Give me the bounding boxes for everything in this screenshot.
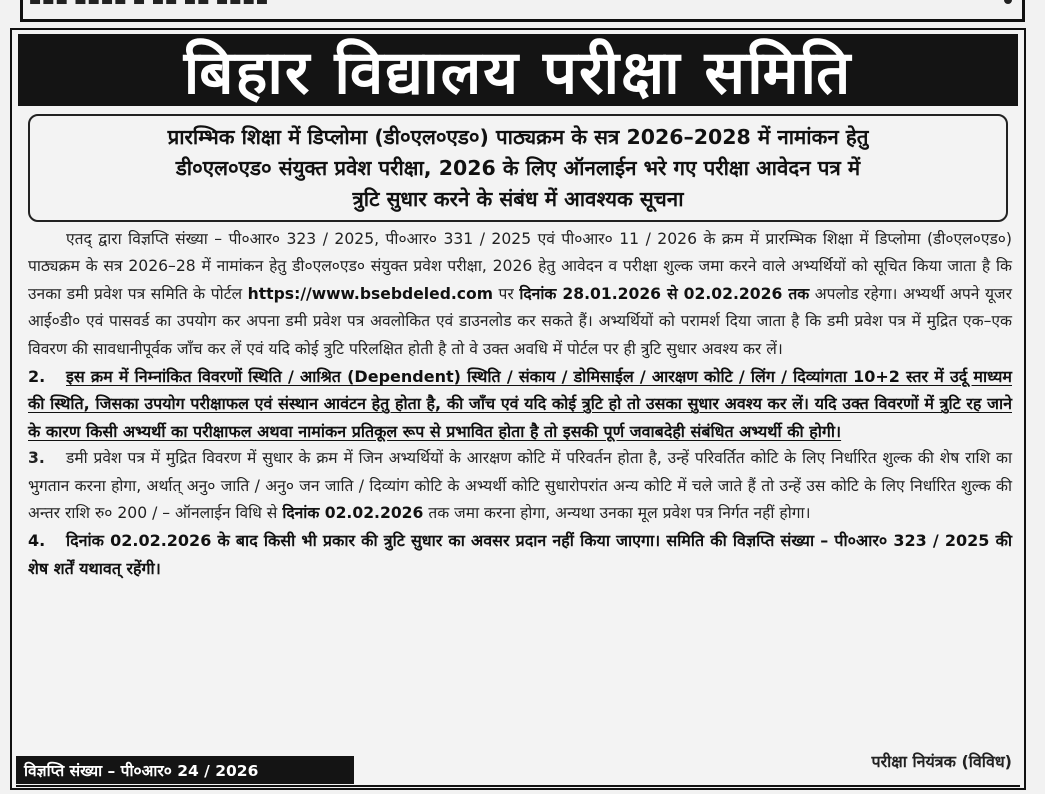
notice-banner	[18, 34, 1018, 106]
paragraph-1-text-a: एतद् द्वारा विज्ञप्ति संख्या – पी०आर० 323 / 2025, पी०आर० 331 / 2025 एवं पी०आर० 11 / 2026 के क्रम में प्रारम्भिक शिक्षा में डिप्लोमा (डी०एल०एड०) पाठ्यक्रम के सत्र 2026–28 में नामांकन हेतु डी०एल०एड० संयुक्त प्रवेश परीक्षा, 2026 हेतु आवेदन व परीक्षा शुल्क जमा करने वाले अभ्यर्थियों को सूचित किया जाता है कि उनका डमी प्रवेश पत्र समिति के पोर्टल	[28, 230, 1012, 303]
signatory-title: परीक्षा नियंत्रक (विविध)	[871, 752, 1012, 771]
paragraph-2	[28, 363, 1012, 445]
paragraph-2-number: 2.	[28, 367, 46, 387]
signatory	[871, 750, 1012, 772]
notice-body	[28, 226, 1012, 582]
paragraph-3-number: 3.	[28, 449, 45, 468]
paragraph-1	[28, 226, 1012, 363]
paragraph-4-text: दिनांक 02.02.2026 के बाद किसी भी प्रकार की त्रुटि सुधार का अवसर प्रदान नहीं किया जाएगा। समिति की विज्ञप्ति संख्या – पी०आर० 323 / 2025 की शेष शर्तें यथावत् रहेंगी।	[28, 531, 1012, 578]
subject-line-2: डी०एल०एड० संयुक्त प्रवेश परीक्षा, 2026 के लिए ऑनलाईन भरे गए परीक्षा आवेदन पत्र में	[175, 156, 861, 180]
paragraph-3-text-a: डमी प्रवेश पत्र में मुद्रित विवरण में सुधार के क्रम में जिन अभ्यर्थियों के आरक्षण कोटि में परिवर्तन होता है, उन्हें परिवर्तित कोटि के लिए निर्धारित शुल्क की शेष राशि का भुगतान करना होगा, अर्थात् अनु० जाति / अनु० जन जाति / दिव्यांग कोटि के अभ्यर्थी कोटि सुधारोपरांत अन्य कोटि में चले जाते हैं तो उन्हें उस कोटि के लिए निर्धारित शुल्क की अन्तर राशि रु० 200 / – ऑनलाईन विधि से	[28, 449, 1012, 523]
newspaper-notice	[10, 28, 1026, 790]
portal-url: https://www.bsebdeled.com	[247, 284, 493, 303]
paragraph-1-text-b: पर	[492, 284, 520, 303]
bottom-divider	[16, 785, 1020, 787]
board-title: बिहार विद्यालय परीक्षा समिति	[183, 38, 853, 108]
payment-deadline: दिनांक 02.02.2026	[282, 504, 424, 523]
subject-line-1: प्रारम्भिक शिक्षा में डिप्लोमा (डी०एल०एड०) पाठ्यक्रम के सत्र 2026–2028 में नामांकन हेतु	[167, 125, 869, 149]
previous-article-strip	[20, 0, 1025, 22]
paragraph-3-text-b: तक जमा करना होगा, अन्यथा उनका मूल प्रवेश पत्र निर्गत नहीं होगा।	[423, 504, 811, 523]
cropped-glyph	[1004, 0, 1012, 4]
paragraph-4	[28, 527, 1012, 582]
subject-line-3: त्रुटि सुधार करने के संबंध में आवश्यक सूचना	[352, 187, 684, 211]
cropped-text-fragment: ▬▬▬ ▬▬▬▬ ▬ ▬▬ ▬▬ ▬▬▬▬	[29, 0, 270, 9]
paragraph-1-text-c: अपलोड रहेगा। अभ्यर्थी अपने यूजर आई०डी० एवं पासवर्ड का उपयोग कर अपना डमी प्रवेश पत्र अवलोकित एवं डाउनलोड कर सकते हैं। अभ्यर्थियों को परामर्श दिया जाता है कि डमी प्रवेश पत्र में मुद्रित एक–एक विवरण की सावधानीपूर्वक जाँच कर लें एवं यदि कोई त्रुटि परिलक्षित होती है तो वे उक्त अवधि में पोर्टल पर ही त्रुटि सुधार अवश्य कर लें।	[28, 284, 1012, 358]
notice-subject-box	[28, 114, 1008, 222]
paragraph-4-number: 4.	[28, 531, 46, 551]
paragraph-2-text: इस क्रम में निम्नांकित विवरणों स्थिति / आश्रित (Dependent) स्थिति / संकाय / डोमिसाईल / आरक्षण कोटि / लिंग / दिव्यांगता 10+2 स्तर में उर्दू माध्यम की स्थिति, जिसका उपयोग परीक्षाफल एवं संस्थान आवंटन हेतु होता है, की जाँच एवं यदि कोई त्रुटि हो तो उसका सुधार अवश्य कर लें। यदि उक्त विवरणों में त्रुटि रह जाने के कारण किसी अभ्यर्थी का परीक्षाफल अथवा नामांकन प्रतिकूल रूप से प्रभावित होता है तो इसकी पूर्ण जवाबदेही संबंधित अभ्यर्थी की होगी।	[28, 367, 1012, 441]
notice-number-badge	[16, 756, 354, 784]
paragraph-3	[28, 445, 1012, 527]
notice-number: विज्ञप्ति संख्या – पी०आर० 24 / 2026	[24, 762, 259, 780]
upload-date-range: दिनांक 28.01.2026 से 02.02.2026 तक	[519, 284, 810, 303]
